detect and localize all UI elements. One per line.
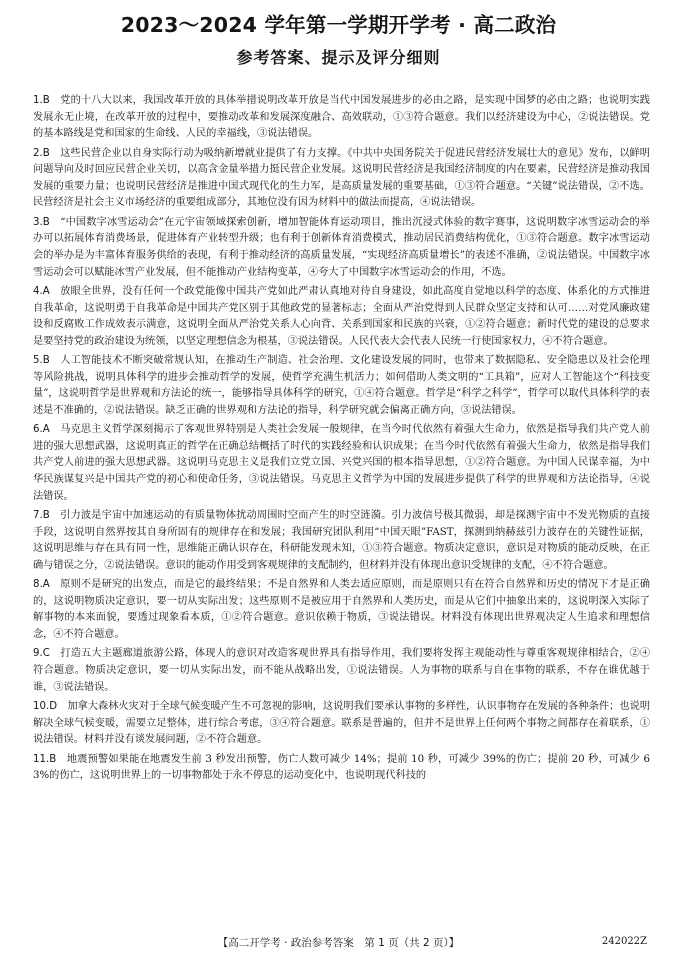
answer-explanation: “中国数字冰雪运动会”在元宇宙领域探索创新，增加智能体育运动项目，推出沉浸式体验的数字赛事，这说明数字冰雪运动会的举办可以拓展体育消费场景，促进体育产业转型升级；也有利于创新体育消费模式，推动居民消费结构优化，①③符合题意。数字冰雪运动会的举办是为丰富体育服务供给的表现，有利于推动经济的高质量发展，“实现经济高质量增长”的表述不准确，②说法错误。中国数字冰雪运动会可以赋能冰雪产业发展，但不能推动产业结构变革，④夸大了中国数字冰雪运动会的作用，不选。 (33, 216, 650, 278)
answer-number: 8.A (33, 579, 50, 591)
page-footer (0, 935, 677, 951)
answer-item (33, 699, 650, 749)
answer-item (33, 215, 650, 281)
answer-number: 4.A (33, 285, 50, 297)
answer-number: 10.D (33, 700, 58, 712)
answer-explanation: 地震预警如果能在地震发生前 3 秒发出预警，伤亡人数可减少 14%；提前 10 秒，可减少 39%的伤亡；提前 20 秒，可减少 63%的伤亡，这说明世界上的一切事物都处于永不停息的运动变化中，也说明现代科技的 (33, 753, 650, 782)
answer-explanation: 原则不是研究的出发点，而是它的最终结果；不是自然界和人类去适应原则，而是原则只有在符合自然界和历史的情况下才是正确的，这说明物质决定意识，要一切从实际出发；这些原则不是被应用于自然界和人类历史，而是从它们中抽象出来的，这说明深入实际了解事物的本来面貌，要透过现象看本质，①②符合题意。意识依赖于物质，③说法错误。材料没有体现出世界观决定人生追求和理想信念，④不符合题意。 (33, 579, 650, 640)
answer-number: 11.B (33, 753, 57, 765)
answer-explanation: 打造五大主题廊道旅游公路，体现人的意识对改造客观世界具有指导作用，我们要将发挥主观能动性与尊重客观规律相结合，②④符合题意。物质决定意识，要一切从实际出发，而不能从战略出发，①说法错误。人为事物的联系与自在事物的联系，不存在谁优越于谁，③说法错误。 (33, 648, 651, 693)
page-title: 2023～2024 学年第一学期开学考 · 高二政治 (120, 13, 557, 37)
answer-item (33, 146, 650, 212)
answer-explanation: 党的十八大以来，我国改革开放的具体举措说明改革开放是当代中国发展进步的必由之路，是实现中国梦的必由之路；也说明实践发展永无止境，在改革开放的过程中，要推动改革和发展深度融合、高效联动，①③符合题意。我们以经济建设为中心，②说法错误。党的基本路线是党和国家的生命线、人民的幸福线，③说法错误。 (33, 95, 650, 140)
answer-item (33, 93, 650, 143)
answer-explanation: 这些民营企业以自身实际行动为吸纳新增就业提供了有力支撑。《中共中央国务院关于促进民营经济发展壮大的意见》发布，以鲜明问题导向及时回应民营企业关切，以高含金量举措力挺民营企业发展。这说明民营经济是我国经济制度的内在要素，民营经济是推动我国发展的重要力量；也说明民营经济是推进中国式现代化的生力军，是高质量发展的重要基础，①③符合题意。“关键”说法错误，②不选。民营经济是社会主义市场经济的重要组成部分，其地位没有因为材料中的做法而提高，④说法错误。 (33, 147, 650, 209)
answer-item (33, 646, 650, 696)
document-code: 242022Z (601, 936, 647, 947)
page-subtitle: 参考答案、提示及评分细则 (236, 48, 441, 67)
answer-explanation: 人工智能技术不断突破常规认知，在推动生产制造、社会治理、文化建设发展的同时，也带来了数据隐私、安全隐患以及社会伦理等风险挑战，说明具体科学的进步会推动哲学的发展，使哲学充满生机活力；如何借助人类文明的“工具箱”，应对人工智能这个“科技变量”，这说明哲学是世界观和方法论的统一，能够指导具体科学的研究，①④符合题意。哲学是“科学之科学”，哲学可以取代具体科学的表述是不准确的，②说法错误。缺乏正确的世界观和方法论的指导，科学研究就会偏离正确方向，③说法错误。 (33, 355, 650, 416)
answer-explanation: 引力波是宇宙中加速运动的有质量物体扰动周围时空而产生的时空涟漪。引力波信号极其微弱，却是探测宇宙中不发光物质的直接手段，这说明自然界按其自身所固有的规律存在和发展；我国研究团队利用“中国天眼”FAST，探测到纳赫兹引力波存在的关键性证据，这说明思维与存在具有同一性，思维能正确认识存在，科研能发现未知，①③符合题意。物质决定意识，意识是对物质的能动反映，在正确与错误之分，②说法错误。意识的能动作用受到客观规律的支配制约，但材料并没有体现出意识受规律的支配，④不符合题意。 (33, 510, 650, 571)
answer-item (33, 422, 650, 505)
answer-explanation: 加拿大森林火灾对于全球气候变暖产生不可忽视的影响，这说明我们要承认事物的多样性，认识事物存在发展的各种条件；也说明解决全球气候变暖，需要立足整体，进行综合考虑，③④符合题意。联系是普遍的，但并不是世界上任何两个事物之间都存在着联系，①说法错误。材料并没有谈发展问题，②不符合题意。 (33, 700, 651, 746)
answer-list (33, 93, 650, 788)
answer-item (33, 353, 650, 419)
answer-number: 6.A (33, 424, 50, 436)
answer-number: 3.B (33, 216, 50, 228)
footer-label: 【高二开学考 · 政治参考答案 第 1 页（共 2 页）】 (217, 937, 460, 949)
answer-item (33, 752, 650, 785)
answer-number: 1.B (33, 95, 50, 106)
answer-explanation: 马克思主义哲学深刻揭示了客观世界特别是人类社会发展一般规律，在当今时代依然有着强大生命力，依然是指导我们共产党人前进的强大思想武器，这说明真正的哲学在正确总结概括了时代的实践经验和认识成果；在当今时代依然有着强大生命力，依然是指导我们共产党人前进的强大思想武器。这说明马克思主义是我们立党立国、兴党兴国的根本指导思想，①②符合题意。为中国人民谋幸福，为中华民族谋复兴是中国共产党的初心和使命任务，③说法错误。马克思主义哲学为中国的发展进步提供了科学的世界观和方法论指导，④说法错误。 (33, 424, 650, 502)
answer-number: 7.B (33, 510, 50, 522)
answer-number: 2.B (33, 147, 50, 159)
answer-item (33, 508, 650, 574)
answer-number: 9.C (33, 648, 50, 660)
answer-item (33, 577, 650, 643)
answer-explanation: 放眼全世界，没有任何一个政党能像中国共产党如此严肃认真地对待自身建设，如此高度自觉地以科学的态度、体系化的方式推进自我革命，这说明勇于自我革命是中国共产党区别于其他政党的显著标志；全面从严治党得到人民群众坚定支持和认可……对党风廉政建设和反腐败工作成效表示满意，这说明全面从严治党关系人心向背、关系到国家和民族的兴衰，①②符合题意；新时代党的建设的总要求是要坚持党的政治建设为统领，以坚定理想信念为根基，③说法错误。人民代表大会代表人民统一行使国家权力，④不符合题意。 (33, 285, 650, 347)
answer-item (33, 284, 650, 350)
answer-number: 5.B (33, 355, 50, 367)
